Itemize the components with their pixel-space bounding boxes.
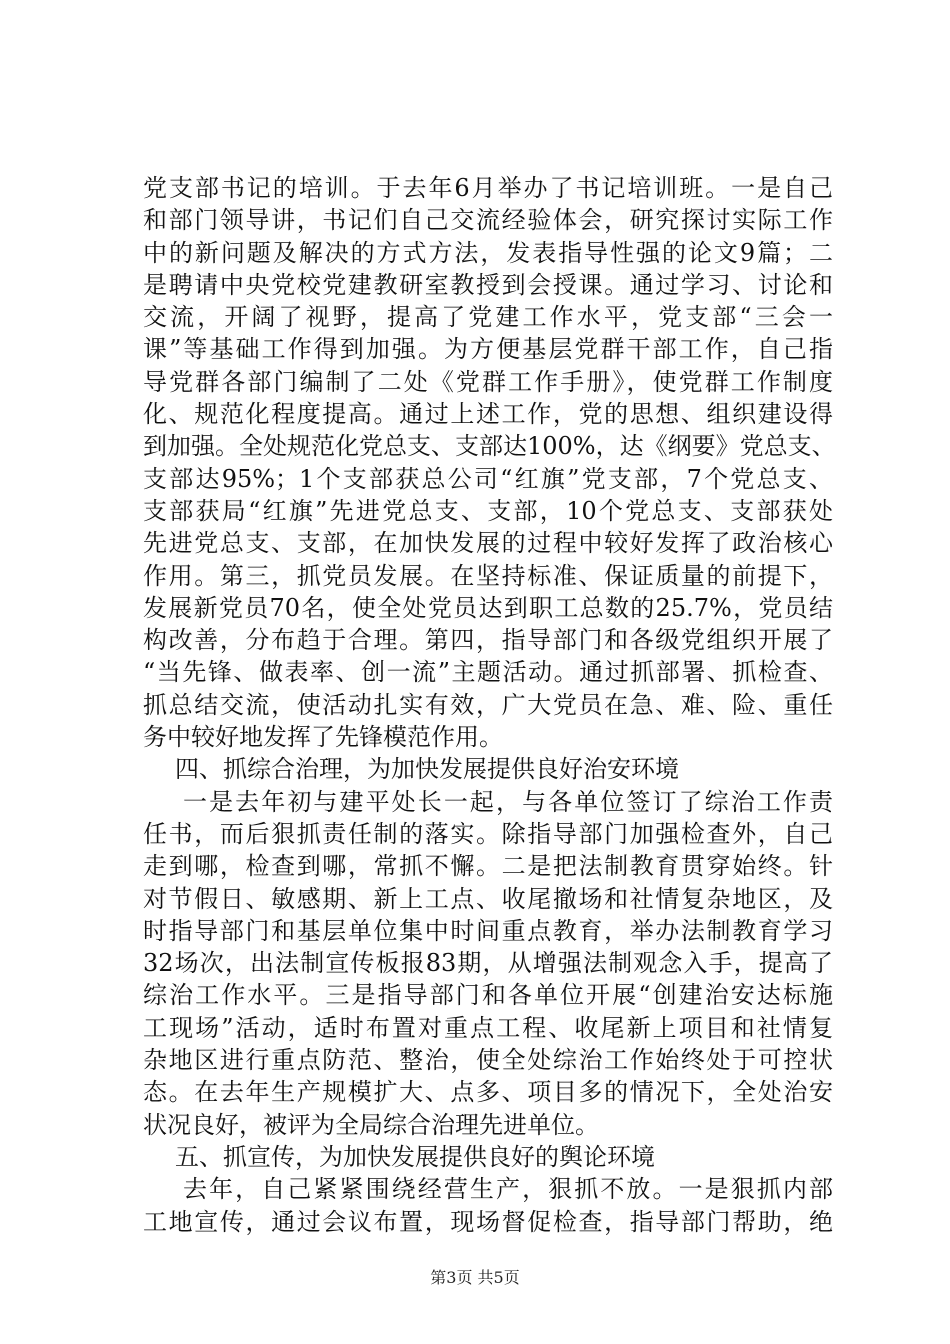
text-line: 到加强。全处规范化党总支、支部达100%，达《纲要》党总支、: [143, 432, 836, 461]
text-line: 走到哪，检查到哪，常抓不懈。二是把法制教育贯穿始终。针: [143, 852, 833, 881]
text-line: 中的新问题及解决的方式方法，发表指导性强的论文9篇；二: [143, 238, 833, 267]
section-heading: 四、抓综合治理，为加快发展提供良好治安环境: [175, 755, 679, 784]
text-line: 对节假日、敏感期、新上工点、收尾撤场和社情复杂地区，及: [143, 884, 833, 913]
text-line: 先进党总支、支部，在加快发展的过程中较好发挥了政治核心: [143, 529, 833, 558]
text-line: 和部门领导讲，书记们自己交流经验体会，研究探讨实际工作: [143, 206, 833, 235]
page-number-footer: 第3页 共5页: [430, 1268, 520, 1287]
text-line: 时指导部门和基层单位集中时间重点教育，举办法制教育学习: [143, 916, 833, 945]
text-line: 状况良好，被评为全局综合治理先进单位。: [143, 1110, 599, 1139]
text-line: 作用。第三，抓党员发展。在坚持标准、保证质量的前提下，: [143, 561, 833, 590]
text-line: 是聘请中央党校党建教研室教授到会授课。通过学习、讨论和: [143, 270, 833, 299]
text-line: 态。在去年生产规模扩大、点多、项目多的情况下，全处治安: [143, 1078, 833, 1107]
text-line: 课”等基础工作得到加强。为方便基层党群干部工作，自己指: [143, 335, 833, 364]
text-line: 化、规范化程度提高。通过上述工作，党的思想、组织建设得: [143, 400, 833, 429]
text-line: 工地宣传，通过会议布置，现场督促检查，指导部门帮助，绝: [143, 1207, 833, 1236]
text-line: 任书，而后狠抓责任制的落实。除指导部门加强检查外，自己: [143, 819, 833, 848]
text-line: “当先锋、做表率、创一流”主题活动。通过抓部署、抓检查、: [143, 658, 833, 687]
text-line: 杂地区进行重点防范、整治，使全处综治工作始终处于可控状: [143, 1046, 833, 1075]
document-body: [143, 172, 836, 1238]
text-line: 党支部书记的培训。于去年6月举办了书记培训班。一是自己: [143, 174, 833, 202]
paragraph-first-line: 去年，自己紧紧围绕经营生产，狠抓不放。一是狠抓内部: [183, 1175, 833, 1204]
text-line: 构改善，分布趋于合理。第四，指导部门和各级党组织开展了: [143, 626, 833, 655]
text-line: 抓总结交流，使活动扎实有效，广大党员在急、难、险、重任: [143, 690, 833, 719]
text-line: 交流，开阔了视野，提高了党建工作水平，党支部“三会一: [143, 303, 833, 332]
text-line: 32场次，出法制宣传板报83期，从增强法制观念入手，提高了: [143, 949, 833, 978]
text-line: 发展新党员70名，使全处党员达到职工总数的25.7%，党员结: [143, 593, 833, 622]
paragraph-first-line: 一是去年初与建平处长一起，与各单位签订了综治工作责: [183, 787, 833, 816]
text-line: 导党群各部门编制了二处《党群工作手册》，使党群工作制度: [143, 367, 833, 396]
text-line: 支部达95%；1个支部获总公司“红旗”党支部，7个党总支、: [143, 464, 833, 493]
text-line: 支部获局“红旗”先进党总支、支部，10个党总支、支部获处: [143, 496, 833, 525]
section-heading: 五、抓宣传，为加快发展提供良好的舆论环境: [175, 1142, 655, 1171]
text-line: 综治工作水平。三是指导部门和各单位开展“创建治安达标施: [143, 981, 833, 1010]
text-line: 务中较好地发挥了先锋模范作用。: [143, 723, 503, 752]
text-line: 工现场”活动，适时布置对重点工程、收尾新上项目和社情复: [143, 1013, 833, 1042]
